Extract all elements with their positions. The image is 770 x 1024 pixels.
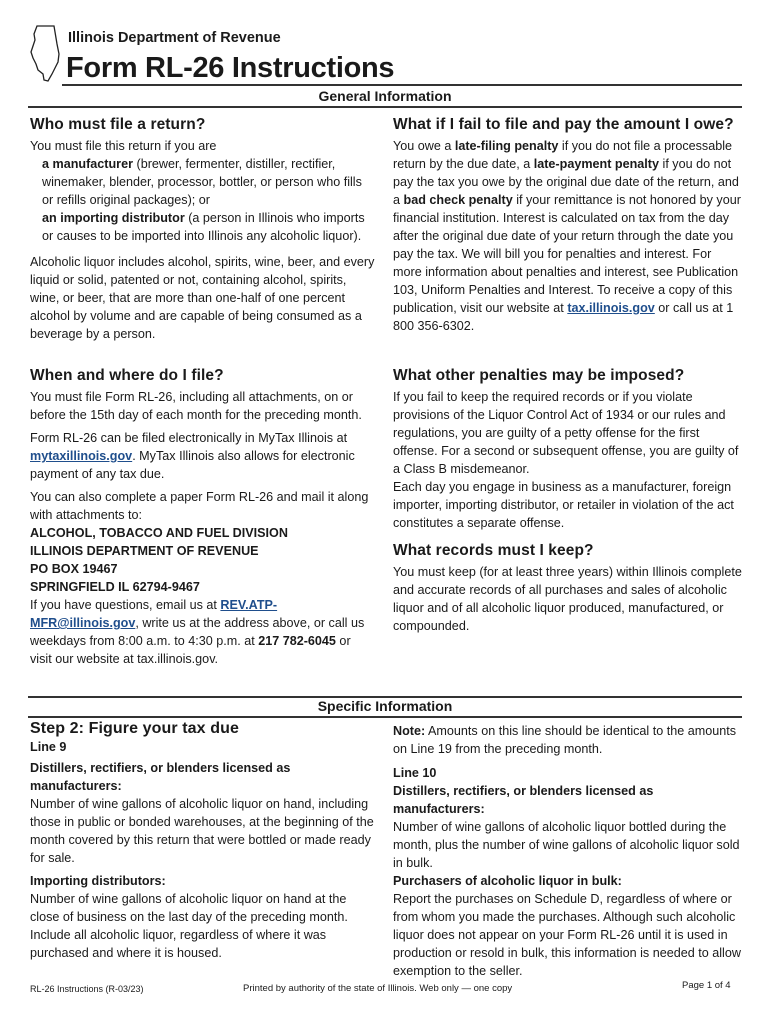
- step2-sub1: Distillers, rectifiers, or blenders licensed as manufacturers:: [30, 761, 291, 793]
- step2-section: [30, 720, 375, 962]
- step2-p2: Number of wine gallons of alcoholic liquor on hand at the close of business on the last day of the preceding month. Include all alcoholic liquor, regardless of where it was purchased and where it is housed.: [30, 892, 348, 960]
- mytax-link[interactable]: mytaxillinois.gov: [30, 449, 133, 463]
- records-p1: You must keep (for at least three years) within Illinois complete and accurate records of all purchases and sales of alcoholic liquor and of all alcoholic liquor produced, manufactured, or compounded.: [393, 565, 742, 633]
- who-definition: Alcoholic liquor includes alcohol, spirits, wine, beer, and every liquid or solid, patented or not, containing alcohol, spirits, wine, or beer, that are more than one-half of one percent alcohol by volume and are capable of being consumed as a beverage by a person.: [30, 255, 375, 341]
- fail-text-1: You owe a: [393, 139, 455, 153]
- when-p4-text: If you have questions, email us at: [30, 598, 221, 612]
- late-filing-penalty: late-filing penalty: [454, 139, 559, 153]
- step2-right-section: [393, 722, 743, 980]
- manufacturer-label: a manufacturer: [42, 157, 133, 171]
- footer-form-id: RL-26 Instructions (R-03/23): [30, 984, 144, 994]
- step2-p1: Number of wine gallons of alcoholic liquor on hand, including those in public or bonded warehouses, at the beginning of the month covered by this return that were bottled or made ready for sale.: [30, 797, 374, 865]
- bad-check-penalty: bad check penalty: [403, 193, 513, 207]
- address-line-2: ILLINOIS DEPARTMENT OF REVENUE: [30, 544, 259, 558]
- when-p3: You can also complete a paper Form RL-26 and mail it along with attachments to:: [30, 490, 369, 522]
- penalties-heading: What other penalties may be imposed?: [393, 367, 685, 384]
- tax-illinois-link[interactable]: tax.illinois.gov: [567, 301, 655, 315]
- specific-rule-bottom: [28, 716, 742, 718]
- late-payment-penalty: late-payment penalty: [533, 157, 660, 171]
- page-title: Form RL-26 Instructions: [66, 52, 395, 84]
- importer-label: an importing distributor: [42, 211, 185, 225]
- line9-label: Line 9: [30, 740, 67, 754]
- when-p2-text-2: . MyTax Illinois also allows for electronic payment of any tax due.: [30, 449, 355, 481]
- penalties-p2: Each day you engage in business as a manufacturer, foreign importer, importing distributor, or retailer in violation of the act constitutes a separate offense.: [393, 480, 734, 530]
- fail-text-2: if you do not file a processable return by the due date, a: [393, 139, 733, 171]
- step2-heading: Step 2: Figure your tax due: [30, 720, 239, 737]
- note-text: Amounts on this line should be identical to the amounts on Line 19 from the preceding month.: [393, 724, 737, 756]
- section-general: General Information: [318, 88, 452, 104]
- step2-sub2: Importing distributors:: [30, 874, 166, 888]
- who-importer: [30, 209, 375, 245]
- records-heading: What records must I keep?: [393, 542, 594, 559]
- footer-printed: Printed by authority of the state of Illinois. Web only — one copy: [243, 983, 513, 994]
- when-p4-text-3: or visit our website at tax.illinois.gov.: [30, 634, 351, 666]
- when-p2-text: Form RL-26 can be filed electronically in MyTax Illinois at: [30, 431, 348, 445]
- manufacturer-text: (brewer, fermenter, distiller, rectifier, winemaker, blender, processor, bottler, or person who fills or refills original packages); or: [42, 157, 362, 207]
- who-section: [30, 116, 375, 343]
- title-rule: [62, 84, 742, 86]
- when-p1: You must file Form RL-26, including all attachments, on or before the 15th day of each month for the preceding month.: [30, 390, 362, 422]
- when-p4-text-2: , write us at the address above, or call us weekdays from 8:00 a.m. to 4:30 p.m. at: [30, 616, 365, 648]
- general-rule: [28, 106, 742, 108]
- footer-page: Page 1 of 4: [682, 980, 731, 991]
- when-section: [30, 367, 375, 668]
- right2-p2: Report the purchases on Schedule D, regardless of where or from whom you made the purchases. Although such alcoholic liquor does not appear on your Form RL-26 until it is used in production or resold in bulk, this information is needed to allow exemption to the seller.: [393, 892, 741, 978]
- note-label: Note:: [393, 724, 426, 738]
- when-p2: [30, 429, 375, 483]
- address-line-3: PO BOX 19467: [30, 562, 118, 576]
- email-link[interactable]: REV.ATP-MFR@illinois.gov: [30, 598, 278, 630]
- fail-heading: What if I fail to file and pay the amount I owe?: [393, 116, 734, 133]
- address-line-4: SPRINGFIELD IL 62794-9467: [30, 580, 200, 594]
- illinois-map-logo: [28, 24, 62, 84]
- right2-p1: Number of wine gallons of alcoholic liquor bottled during the month, plus the number of wine gallons of alcoholic liquor sold in bulk.: [393, 820, 740, 870]
- line10-label: Line 10: [393, 766, 437, 780]
- penalties-section: [393, 367, 743, 532]
- penalties-p1: If you fail to keep the required records or if you violate provisions of the Liquor Control Act of 1934 or our rules and regulations, you are guilty of a petty offense for the first offense. For a second or subsequent offense, you are guilty of a Class B misdemeanor.: [393, 390, 739, 476]
- agency-name: Illinois Department of Revenue: [68, 30, 281, 46]
- fail-text-5: or call us at 1 800 356-6302.: [393, 301, 734, 333]
- importer-text: (a person in Illinois who imports or causes to be imported into Illinois any alcoholic liquor).: [42, 211, 365, 243]
- fail-text-3: if you do not pay the tax you owe by the original due date of the return, and a: [393, 157, 739, 207]
- note: [393, 722, 743, 758]
- address-line-1: ALCOHOL, TOBACCO AND FUEL DIVISION: [30, 526, 288, 540]
- right2-sub2: Purchasers of alcoholic liquor in bulk:: [393, 874, 622, 888]
- when-heading: When and where do I file?: [30, 367, 224, 384]
- records-section: [393, 542, 743, 635]
- fail-text: [393, 137, 743, 335]
- fail-section: [393, 116, 743, 335]
- section-specific: Specific Information: [317, 698, 453, 714]
- phone-number: 217 782-6045: [258, 634, 336, 648]
- right2-sub1: Distillers, rectifiers, or blenders licensed as manufacturers:: [393, 784, 654, 816]
- who-heading: Who must file a return?: [30, 116, 206, 133]
- fail-text-4: if your remittance is not honored by your financial institution. Interest is calculated on tax from the day after the original due date of your return through the date you pay the tax. We will bill you for penalties and interest. For more information about penalties and interest, see Publication 103, Uniform Penalties and Interest. To receive a copy of this publication, visit our website at: [393, 193, 741, 315]
- when-p4: [30, 596, 375, 668]
- who-intro: You must file this return if you are: [30, 139, 217, 153]
- who-manufacturer: [30, 155, 375, 209]
